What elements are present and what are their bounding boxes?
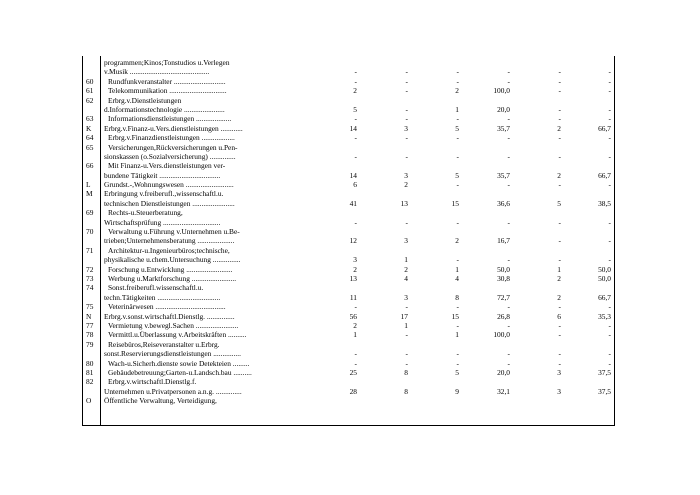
row-code: 65 [86, 142, 94, 152]
row-value-col4: - [507, 133, 510, 143]
row-value-col3: - [456, 67, 459, 77]
row-value-col5: - [558, 217, 561, 227]
table-row [0, 330, 700, 339]
row-value-col5: - [558, 151, 561, 161]
row-value-col2: 3 [404, 236, 408, 246]
row-value-col6: - [608, 86, 611, 96]
table-row [0, 368, 700, 377]
table-row [0, 396, 700, 405]
row-value-col1: 2 [353, 320, 357, 330]
row-value-col1: 13 [349, 273, 357, 283]
row-value-col3: - [456, 76, 459, 86]
table-row [0, 208, 700, 217]
row-value-col5: 5 [557, 198, 561, 208]
row-code: 81 [86, 367, 94, 377]
row-value-col4: 50,0 [497, 264, 510, 274]
row-value-col2: 1 [404, 255, 408, 265]
row-value-col6: - [608, 217, 611, 227]
row-value-col3: 4 [455, 273, 459, 283]
row-value-col1: - [354, 67, 357, 77]
row-value-col3: 5 [455, 170, 459, 180]
row-value-col5: - [558, 114, 561, 124]
row-value-col5: - [558, 104, 561, 114]
row-value-col4: - [507, 151, 510, 161]
row-value-col3: 1 [455, 264, 459, 274]
row-value-col4: - [507, 320, 510, 330]
row-code: 73 [86, 273, 94, 283]
table-row [0, 293, 700, 302]
row-value-col1: - [354, 151, 357, 161]
row-value-col6: - [608, 330, 611, 340]
table-row [0, 86, 700, 95]
row-value-col4: 30,8 [497, 273, 510, 283]
row-label: Erbrg.v.Finanzdienstleistungen .................. [108, 133, 235, 143]
row-label: Vermietung v.bewegl.Sachen ....................... [108, 320, 239, 330]
row-value-col6: 66,7 [598, 292, 611, 302]
row-value-col5: - [558, 133, 561, 143]
row-value-col6: - [608, 114, 611, 124]
row-label: Rechts-u.Steuerberatung, [108, 208, 183, 218]
table-row [0, 58, 700, 67]
row-label: Öffentliche Verwaltung, Verteidigung, [104, 396, 217, 406]
table-row [0, 227, 700, 236]
row-value-col4: 32,1 [497, 386, 510, 396]
table-row [0, 152, 700, 161]
row-value-col4: - [507, 180, 510, 190]
row-value-col6: - [608, 151, 611, 161]
row-value-col3: 9 [455, 386, 459, 396]
row-value-col4: - [507, 114, 510, 124]
row-value-col6: - [608, 320, 611, 330]
table-row [0, 359, 700, 368]
row-code: 79 [86, 339, 94, 349]
row-value-col1: 2 [353, 264, 357, 274]
table-row [0, 133, 700, 142]
row-code: 71 [86, 245, 94, 255]
row-value-col4: 20,0 [497, 104, 510, 114]
row-value-col3: 5 [455, 367, 459, 377]
row-label: Unternehmen u.Privatpersonen a.n.g. .............. [104, 386, 242, 396]
row-value-col1: 14 [349, 170, 357, 180]
row-value-col1: 25 [349, 367, 357, 377]
table-row [0, 171, 700, 180]
row-label: technischen Dienstleistungen ....................... [104, 198, 235, 208]
row-value-col5: - [558, 180, 561, 190]
row-value-col5: - [558, 320, 561, 330]
row-value-col5: - [558, 330, 561, 340]
table-row [0, 180, 700, 189]
row-value-col3: 1 [455, 330, 459, 340]
row-label: sionskassen (o.Sozialversicherung) .............. [104, 151, 236, 161]
row-value-col5: 2 [557, 273, 561, 283]
row-value-col2: 8 [404, 386, 408, 396]
row-code: 75 [86, 302, 94, 312]
row-value-col2: - [405, 114, 408, 124]
row-value-col5: - [558, 358, 561, 368]
row-value-col3: - [456, 320, 459, 330]
row-value-col4: 100,0 [493, 330, 510, 340]
row-value-col2: 2 [404, 264, 408, 274]
row-value-col3: 5 [455, 123, 459, 133]
row-value-col2: - [405, 86, 408, 96]
row-value-col1: - [354, 114, 357, 124]
table-row [0, 274, 700, 283]
table-row [0, 218, 700, 227]
row-value-col2: 1 [404, 320, 408, 330]
row-value-col3: 8 [455, 292, 459, 302]
row-label: programmen;Kinos;Tonstudios u.Verlegen [104, 58, 230, 67]
row-value-col2: - [405, 67, 408, 77]
row-value-col6: - [608, 255, 611, 265]
row-value-col2: - [405, 217, 408, 227]
row-label: sonst.Reservierungsdienstleistungen ............... [104, 349, 241, 359]
table-row [0, 105, 700, 114]
row-value-col4: - [507, 255, 510, 265]
row-label: Werbung u.Marktforschung ........................ [108, 273, 237, 283]
row-label: Forschung u.Entwicklung ......................... [108, 264, 233, 274]
table-row [0, 77, 700, 86]
table-row [0, 67, 700, 76]
row-value-col3: - [456, 151, 459, 161]
row-label: Telekommunikation ............................... [108, 86, 227, 96]
row-value-col2: - [405, 358, 408, 368]
row-value-col6: 50,0 [598, 264, 611, 274]
row-value-col1: - [354, 302, 357, 312]
row-code: 72 [86, 264, 94, 274]
row-value-col2: - [405, 104, 408, 114]
row-code: 78 [86, 330, 94, 340]
row-label: d.Informationstechnologie ...................... [104, 104, 225, 114]
row-value-col1: 5 [353, 104, 357, 114]
row-value-col1: - [354, 217, 357, 227]
row-value-col3: - [456, 349, 459, 359]
row-value-col6: - [608, 133, 611, 143]
table-row [0, 265, 700, 274]
row-value-col1: - [354, 133, 357, 143]
row-code: 66 [86, 161, 94, 171]
table-row [0, 283, 700, 292]
row-label: Veterinärwesen ...................................... [108, 302, 226, 312]
row-code: 82 [86, 377, 94, 387]
row-value-col2: - [405, 133, 408, 143]
row-label: Erbrg.v.Dienstleistungen [108, 95, 182, 105]
row-code: 80 [86, 358, 94, 368]
row-value-col1: 56 [349, 311, 357, 321]
row-value-col1: 12 [349, 236, 357, 246]
row-value-col3: 15 [451, 198, 459, 208]
row-value-col3: - [456, 180, 459, 190]
row-value-col2: - [405, 330, 408, 340]
table-row [0, 189, 700, 198]
row-label: Wach-u.Sicherh.dienste sowie Detekteien ......... [108, 358, 250, 368]
row-label: v.Musik ........................................... [104, 67, 210, 77]
row-value-col6: 37,5 [598, 386, 611, 396]
row-value-col6: - [608, 67, 611, 77]
row-value-col2: 8 [404, 367, 408, 377]
row-value-col4: 16,7 [497, 236, 510, 246]
row-value-col6: 66,7 [598, 123, 611, 133]
row-label: trieben;Unternehmensberatung .................... [104, 236, 235, 246]
row-label: Informationsdienstleistungen ................... [108, 114, 232, 124]
row-value-col5: - [558, 76, 561, 86]
row-value-col1: 14 [349, 123, 357, 133]
row-label: Mit Finanz-u.Vers.dienstleistungen ver- [108, 161, 226, 171]
row-value-col1: - [354, 358, 357, 368]
table-row [0, 377, 700, 386]
row-value-col6: 37,5 [598, 367, 611, 377]
row-value-col5: 2 [557, 292, 561, 302]
table-row [0, 321, 700, 330]
table-row [0, 143, 700, 152]
row-value-col6: 35,3 [598, 311, 611, 321]
row-value-col2: 2 [404, 180, 408, 190]
row-value-col6: - [608, 236, 611, 246]
row-value-col3: 1 [455, 104, 459, 114]
row-code: 70 [86, 227, 94, 237]
row-label: Wirtschaftsprüfung ............................... [104, 217, 221, 227]
table-row [0, 246, 700, 255]
row-code: 64 [86, 133, 94, 143]
row-value-col2: 3 [404, 123, 408, 133]
row-value-col4: - [507, 349, 510, 359]
row-label: Erbrg.v.Finanz-u.Vers.dienstleistungen ............ [104, 123, 243, 133]
row-label: Grundst.-,Wohnungswesen .......................... [104, 180, 234, 190]
row-value-col5: 2 [557, 170, 561, 180]
row-value-col5: 3 [557, 367, 561, 377]
row-code: 74 [86, 283, 94, 293]
table-row [0, 161, 700, 170]
row-label: Sonst.freiberufl.wissenschaftl.u. [108, 283, 204, 293]
row-value-col1: 6 [353, 180, 357, 190]
table-row [0, 312, 700, 321]
row-label: Reisebüros,Reiseveranstalter u.Erbrg. [108, 339, 220, 349]
row-value-col1: - [354, 76, 357, 86]
row-label: Rundfunkveranstalter ............................ [108, 76, 226, 86]
row-label: Erbrg.v.wirtschaftl.Dienstlg.f. [108, 377, 197, 387]
row-code: L [86, 180, 91, 190]
row-code: 63 [86, 114, 94, 124]
row-value-col1: 2 [353, 86, 357, 96]
row-value-col5: - [558, 302, 561, 312]
row-code: 69 [86, 208, 94, 218]
row-value-col6: - [608, 349, 611, 359]
row-label: physikalische u.chem.Untersuchung ............... [104, 255, 241, 265]
row-value-col5: - [558, 255, 561, 265]
row-value-col2: 3 [404, 170, 408, 180]
row-label: Versicherungen,Rückversicherungen u.Pen- [108, 142, 238, 152]
row-value-col4: 35,7 [497, 123, 510, 133]
statistics-table [0, 58, 700, 405]
row-value-col5: 6 [557, 311, 561, 321]
row-label: bundene Tätigkeit ................................. [104, 170, 221, 180]
row-value-col3: - [456, 217, 459, 227]
row-value-col2: - [405, 151, 408, 161]
row-value-col6: - [608, 104, 611, 114]
row-label: Gebäudebetreuung;Garten-u.Landsch.bau .......... [108, 367, 252, 377]
table-row [0, 255, 700, 264]
row-value-col5: - [558, 236, 561, 246]
row-value-col6: - [608, 180, 611, 190]
table-row [0, 340, 700, 349]
table-row [0, 114, 700, 123]
row-value-col1: 41 [349, 198, 357, 208]
row-value-col3: 2 [455, 86, 459, 96]
row-value-col1: 11 [349, 292, 357, 302]
row-value-col1: 3 [353, 255, 357, 265]
row-label: Erbrg.v.sonst.wirtschaftl.Dienstlg. ............... [104, 311, 235, 321]
table-row [0, 349, 700, 358]
table-row [0, 302, 700, 311]
row-value-col6: 66,7 [598, 170, 611, 180]
row-value-col6: - [608, 358, 611, 368]
row-label: Architektur-u.Ingenieurbüros;technische, [108, 245, 230, 255]
row-value-col4: - [507, 76, 510, 86]
row-value-col4: - [507, 217, 510, 227]
row-code: O [86, 396, 92, 406]
row-value-col2: 4 [404, 273, 408, 283]
row-label: techn.Tätigkeiten .................................. [104, 292, 221, 302]
row-value-col3: 15 [451, 311, 459, 321]
table-row [0, 96, 700, 105]
row-value-col2: 17 [400, 311, 408, 321]
row-value-col4: 36,6 [497, 198, 510, 208]
row-value-col3: - [456, 114, 459, 124]
row-value-col1: 28 [349, 386, 357, 396]
row-value-col2: - [405, 76, 408, 86]
row-value-col1: 1 [353, 330, 357, 340]
row-value-col2: 3 [404, 292, 408, 302]
row-label: Erbringung v.freiberufl.,wissenschaftl.u. [104, 189, 224, 199]
row-value-col6: - [608, 302, 611, 312]
row-value-col4: 20,0 [497, 367, 510, 377]
row-value-col4: 72,7 [497, 292, 510, 302]
row-value-col4: - [507, 358, 510, 368]
table-row [0, 124, 700, 133]
row-value-col5: 3 [557, 386, 561, 396]
row-value-col5: 1 [557, 264, 561, 274]
row-label: Verwaltung u.Führung v.Unternehmen u.Be- [108, 227, 240, 237]
row-value-col6: 50,0 [598, 273, 611, 283]
row-value-col4: 100,0 [493, 86, 510, 96]
row-value-col6: - [608, 76, 611, 86]
row-value-col5: - [558, 67, 561, 77]
row-value-col3: - [456, 302, 459, 312]
row-code: 62 [86, 95, 94, 105]
row-value-col2: 13 [400, 198, 408, 208]
row-value-col2: - [405, 302, 408, 312]
row-value-col5: - [558, 349, 561, 359]
row-value-col5: - [558, 86, 561, 96]
row-value-col3: - [456, 133, 459, 143]
table-row [0, 387, 700, 396]
row-value-col1: - [354, 349, 357, 359]
row-label: Vermittl.u.Überlassung v.Arbeitskräften .......... [108, 330, 247, 340]
row-value-col3: - [456, 358, 459, 368]
row-value-col4: - [507, 67, 510, 77]
row-value-col3: - [456, 255, 459, 265]
row-value-col6: 38,5 [598, 198, 611, 208]
row-value-col4: 26,8 [497, 311, 510, 321]
row-code: N [86, 311, 92, 321]
row-code: 60 [86, 76, 94, 86]
row-value-col4: - [507, 302, 510, 312]
row-code: 61 [86, 86, 94, 96]
row-code: K [86, 123, 92, 133]
row-value-col3: 2 [455, 236, 459, 246]
row-code: M [86, 189, 93, 199]
row-code: 77 [86, 320, 94, 330]
table-row [0, 199, 700, 208]
row-value-col5: 2 [557, 123, 561, 133]
row-value-col4: 35,7 [497, 170, 510, 180]
table-row [0, 236, 700, 245]
row-value-col2: - [405, 349, 408, 359]
